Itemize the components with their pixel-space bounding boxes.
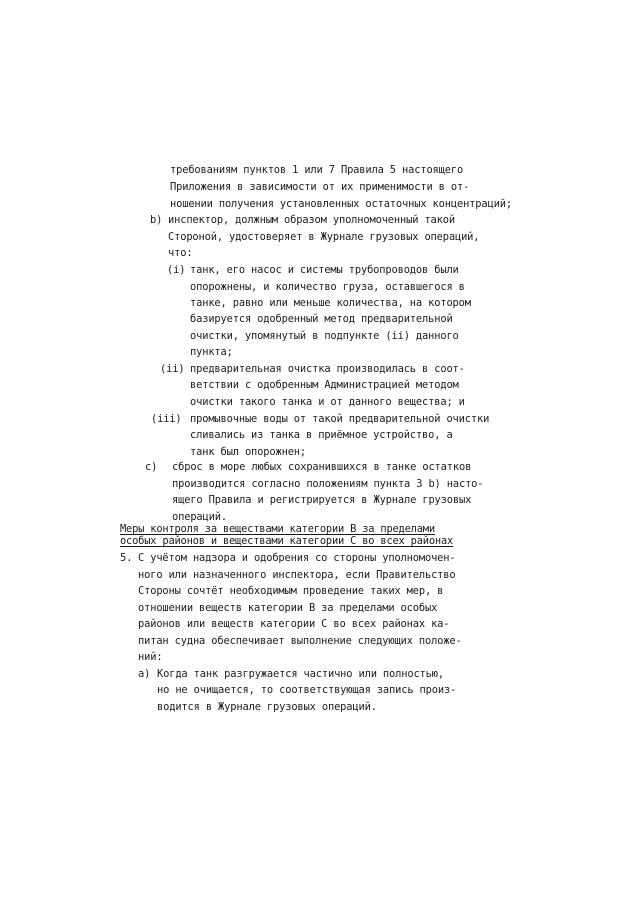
sub-item-ii-marker: (ii) bbox=[160, 363, 185, 375]
paragraph-5-marker: 5. bbox=[120, 552, 133, 564]
text-line: Стороной, удостоверяет в Журнале грузовых операций, bbox=[168, 231, 480, 243]
text-line: ного или назначенного инспектора, если Правительство bbox=[138, 569, 456, 581]
text-line: очистки, упомянутый в подпункте (ii) данного bbox=[190, 330, 459, 342]
text-line: ношении получения установленных остаточных концентраций; bbox=[170, 198, 512, 210]
text-line: производится согласно положениям пункта 3 b) насто- bbox=[172, 478, 484, 490]
text-line: пункта; bbox=[190, 346, 233, 358]
sub-item-iii-marker: (iii) bbox=[151, 413, 182, 425]
sub-item-i-marker: (i) bbox=[167, 264, 186, 276]
text-line: базируется одобренный метод предварительной bbox=[190, 313, 453, 325]
text-line: танк был опорожнен; bbox=[190, 446, 307, 458]
item-c-marker: c) bbox=[145, 461, 158, 473]
text-line: опорожнены, и количество груза, оставшегося в bbox=[190, 281, 465, 293]
text-line: Приложения в зависимости от их применимости в от- bbox=[170, 181, 470, 193]
text-line: танк, его насос и системы трубопроводов были bbox=[190, 264, 459, 276]
text-line: Стороны сочтёт необходимым проведение таких мер, в bbox=[138, 585, 444, 597]
text-line: танке, равно или меньше количества, на котором bbox=[190, 297, 471, 309]
text-line: районов или веществ категории C во всех районах ка- bbox=[138, 618, 450, 630]
text-line: инспектор, должным образом уполномоченный такой bbox=[168, 214, 455, 226]
text-line: отношении веществ категории B за пределами особых bbox=[138, 602, 438, 614]
text-line: ветствии с одобренным Администрацией методом bbox=[190, 379, 459, 391]
text-line: операций. bbox=[172, 511, 227, 523]
text-line: сливались из танка в приёмное устройство, а bbox=[190, 429, 453, 441]
text-line: ящего Правила и регистрируется в Журнале грузовых bbox=[172, 494, 472, 506]
text-line: предварительная очистка производилась в соот- bbox=[190, 363, 465, 375]
text-line: требованиям пунктов 1 или 7 Правила 5 настоящего bbox=[170, 164, 464, 176]
text-line: С учётом надзора и одобрения со стороны уполномочен- bbox=[138, 552, 456, 564]
heading-line: особых районов и веществами категории C во всех районах bbox=[120, 535, 454, 547]
text-line: но не очищается, то соответствующая запись произ- bbox=[157, 684, 457, 696]
text-line: Когда танк разгружается частично или полностью, bbox=[157, 668, 444, 680]
text-line: что: bbox=[168, 247, 193, 259]
text-line: сброс в море любых сохранившихся в танке остатков bbox=[172, 461, 472, 473]
heading-line: Меры контроля за веществами категории B за пределами bbox=[120, 523, 435, 535]
text-line: ний: bbox=[138, 651, 163, 663]
item-a-marker: a) bbox=[138, 668, 151, 680]
text-line: очистки такого танка и от данного вещества; и bbox=[190, 396, 465, 408]
text-line: водится в Журнале грузовых операций. bbox=[157, 701, 377, 713]
item-b-marker: b) bbox=[150, 214, 163, 226]
text-line: промывочные воды от такой предварительной очистки bbox=[190, 413, 490, 425]
text-line: питан судна обеспечивает выполнение следующих положе- bbox=[138, 635, 462, 647]
